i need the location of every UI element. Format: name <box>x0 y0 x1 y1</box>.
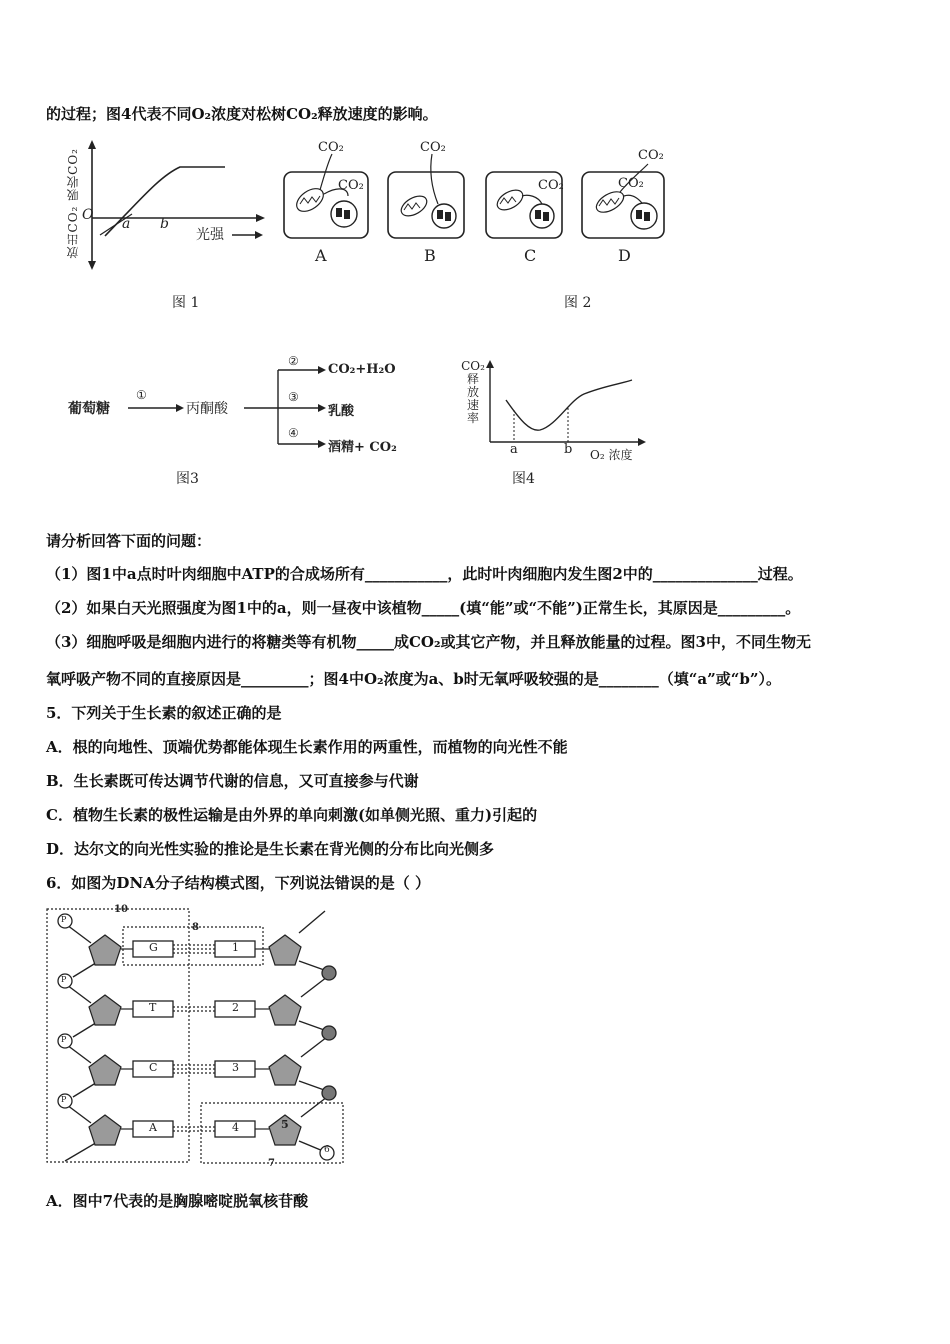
fig2-co2-a-top: CO₂ <box>318 140 344 155</box>
fig4-y-label-5: 率 <box>466 411 479 425</box>
fig1-origin: O <box>82 207 94 223</box>
fig1-x-label: 光强 <box>196 227 224 243</box>
fig3-product-4: 酒精+ CO₂ <box>328 440 397 455</box>
fig3-step-4: ④ <box>288 426 299 440</box>
fig3-caption: 图3 <box>176 471 199 487</box>
dna-label-6: 6 <box>324 1145 330 1155</box>
q5-option-d: D．达尔文的向光性实验的推论是生长素在背光侧的分布比向光侧多 <box>46 840 495 858</box>
fig3-product-3: 乳酸 <box>328 404 355 419</box>
phosphate-label-4: P <box>61 1095 67 1104</box>
fig2-co2-d-top: CO₂ <box>638 148 664 163</box>
question-1: （1）图1中a点时叶肉细胞中ATP的合成场所有___________，此时叶肉细胞内发生图2中的______________过程。 <box>46 565 803 583</box>
fig3-pyruvate: 丙酮酸 <box>186 401 228 417</box>
q5-option-a: A．根的向地性、顶端优势都能体现生长素作用的两重性，而植物的向光性不能 <box>46 738 568 756</box>
question-2: （2）如果白天光照强度为图1中的a，则一昼夜中该植物_____(填“能”或“不能”)正常生长，其原因是_________。 <box>46 599 801 617</box>
dna-label-5: 5 <box>281 1118 289 1131</box>
fig4-point-b: b <box>564 442 573 457</box>
fig4-y-label-2: 释 <box>466 372 479 386</box>
fig3-glucose: 葡萄糖 <box>68 401 110 417</box>
base-g: G <box>149 941 158 954</box>
cell-b-organelles <box>398 154 456 228</box>
fig1-y-label: 放出CO₂ 吸收CO₂ <box>66 148 80 259</box>
dna-label-10: 10 <box>114 904 128 915</box>
dna-structure-diagram <box>45 905 350 1170</box>
fig4-x-label: O₂ 浓度 <box>590 448 633 462</box>
fig4-caption: 图4 <box>512 471 535 487</box>
question-3-line-1: （3）细胞呼吸是细胞内进行的将糖类等有机物_____成CO₂或其它产物，并且释放能量的过程。图3中，不同生物无 <box>46 633 811 651</box>
cell-label-d: D <box>618 246 631 265</box>
dna-label-8: 8 <box>192 922 199 933</box>
question-3-line-2: 氧呼吸产物不同的直接原因是_________；图4中O₂浓度为a、b时无氧呼吸较强的是________（填“a”或“b”）。 <box>46 670 782 688</box>
dna-label-7: 7 <box>268 1158 275 1169</box>
fig4-y-label-3: 放 <box>466 385 479 399</box>
fig3-product-2: CO₂+H₂O <box>328 362 396 377</box>
fig2-caption: 图 2 <box>564 295 592 311</box>
phosphate-label-2: P <box>61 975 67 984</box>
phosphate-label-3: P <box>61 1035 67 1044</box>
fig1-point-a: a <box>122 216 131 232</box>
base-3: 3 <box>232 1061 239 1074</box>
cell-label-b: B <box>424 246 436 265</box>
q5-option-c: C．植物生长素的极性运输是由外界的单向刺激(如单侧光照、重力)引起的 <box>46 806 538 824</box>
fig1-arrow-icon <box>232 229 264 241</box>
q6-stem: 6．如图为DNA分子结构模式图，下列说法错误的是（ ） <box>46 874 431 892</box>
fig3-step-1: ① <box>136 388 147 402</box>
base-2: 2 <box>232 1001 239 1014</box>
fig3-step-3: ③ <box>288 390 299 404</box>
fig2-co2-c: CO₂ <box>538 178 564 193</box>
base-4: 4 <box>232 1121 239 1134</box>
fig2-co2-b: CO₂ <box>420 140 446 155</box>
fig4-y-label-4: 速 <box>466 398 479 412</box>
fig1-point-b: b <box>160 216 169 232</box>
fig1-caption: 图 1 <box>172 295 200 311</box>
base-t: T <box>149 1001 157 1014</box>
cell-label-a: A <box>315 246 327 265</box>
fig2-co2-a-inner: CO₂ <box>338 178 364 193</box>
intro-text: 的过程；图4代表不同O₂浓度对松树CO₂释放速度的影响。 <box>46 105 438 123</box>
q5-option-b: B．生长素既可传达调节代谢的信息，又可直接参与代谢 <box>46 772 419 790</box>
figure-1-graph <box>60 140 280 270</box>
fig4-point-a: a <box>510 442 518 457</box>
base-1: 1 <box>232 941 239 954</box>
fig2-co2-d-inner: CO₂ <box>618 176 644 191</box>
cell-label-c: C <box>524 246 537 265</box>
fig3-step-2: ② <box>288 354 299 368</box>
base-a: A <box>149 1121 157 1134</box>
question-prompt: 请分析回答下面的问题： <box>46 532 212 550</box>
cell-d-organelles <box>593 164 657 229</box>
q5-stem: 5．下列关于生长素的叙述正确的是 <box>46 704 282 722</box>
phosphate-label-1: P <box>61 915 67 924</box>
q6-option-a: A．图中7代表的是胸腺嘧啶脱氧核苷酸 <box>46 1192 309 1210</box>
figure-4-graph <box>480 360 650 450</box>
fig4-y-label <box>460 360 486 425</box>
base-c: C <box>149 1061 158 1074</box>
fig4-y-label-1: CO₂ <box>461 359 485 373</box>
